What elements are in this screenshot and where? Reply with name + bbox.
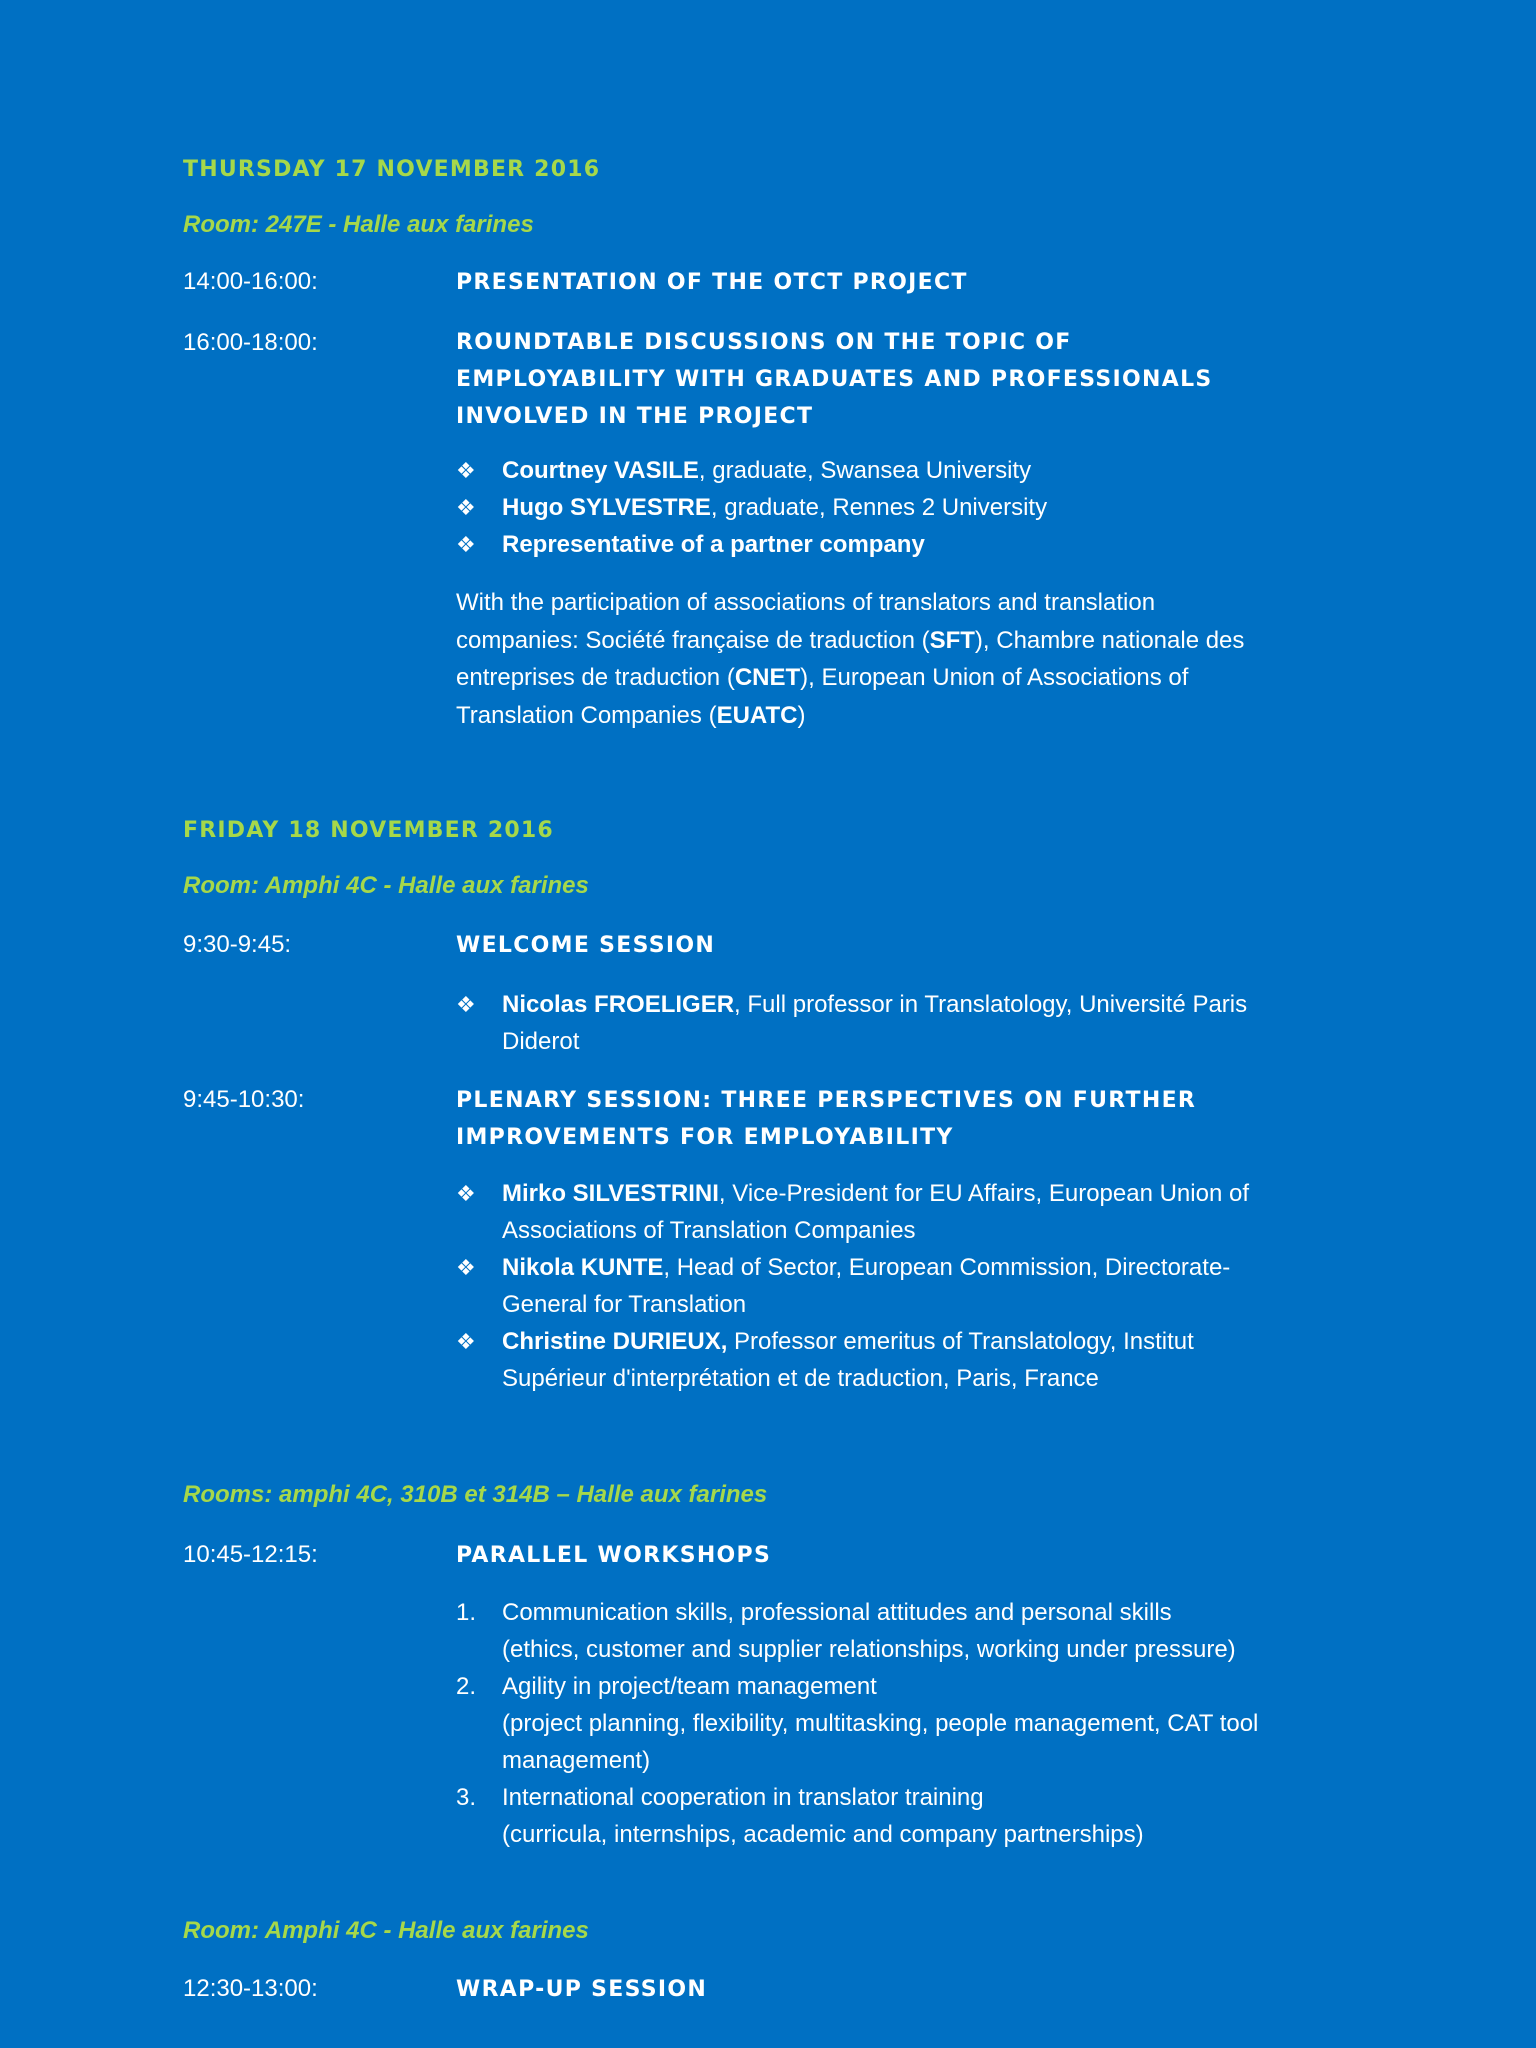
- day-heading-friday: FRIDAY 18 NOVEMBER 2016: [183, 818, 554, 843]
- paragraph-text: ), European Union of Associations of: [800, 664, 1189, 691]
- title-line: ROUNDTABLE DISCUSSIONS ON THE TOPIC OF: [456, 330, 1072, 355]
- title-line: IMPROVEMENTS FOR EMPLOYABILITY: [456, 1125, 954, 1150]
- speaker-list-welcome: [456, 986, 1336, 1060]
- workshop-list: [456, 1594, 1336, 1853]
- speaker-description: , Head of Sector, European Commission, Directorate-: [663, 1254, 1231, 1281]
- session-title-presentation: PRESENTATION OF THE OTCT PROJECT: [456, 270, 968, 295]
- session-time: 16:00-18:00:: [183, 329, 318, 356]
- session-time: 10:45-12:15:: [183, 1541, 318, 1568]
- session-time: 12:30-13:00:: [183, 1975, 318, 2002]
- room-label-friday: Room: Amphi 4C - Halle aux farines: [183, 872, 589, 899]
- session-time: 14:00-16:00:: [183, 268, 318, 295]
- workshop-line: (curricula, internships, academic and company partnerships): [502, 1821, 1144, 1848]
- diamond-bullet-icon: ❖: [456, 992, 476, 1017]
- speaker-description: , graduate, Swansea University: [698, 457, 1032, 484]
- session-time: 9:30-9:45:: [183, 931, 292, 958]
- speaker-description: Supérieur d'interprétation et de traduction, Paris, France: [502, 1365, 1099, 1392]
- workshop-line: (project planning, flexibility, multitasking, people management, CAT tool: [502, 1710, 1259, 1737]
- paragraph-text: entreprises de traduction (: [456, 664, 735, 691]
- diamond-bullet-icon: ❖: [456, 532, 476, 557]
- diamond-bullet-icon: ❖: [456, 1255, 476, 1280]
- day-heading-thursday: THURSDAY 17 NOVEMBER 2016: [183, 157, 601, 182]
- speaker-name: Nicolas FROELIGER: [502, 991, 735, 1018]
- room-label-wrapup: Room: Amphi 4C - Halle aux farines: [183, 1917, 589, 1944]
- diamond-bullet-icon: ❖: [456, 495, 476, 520]
- workshop-line: (ethics, customer and supplier relationships, working under pressure): [502, 1636, 1236, 1663]
- speaker-description: , Full professor in Translatology, Université Paris: [734, 991, 1248, 1018]
- speaker-list-roundtable: [456, 452, 1336, 563]
- list-item: [456, 526, 1336, 563]
- workshop-line: International cooperation in translator training: [502, 1784, 984, 1811]
- list-item: [456, 489, 1336, 526]
- session-title-wrapup: WRAP-UP SESSION: [456, 1977, 708, 2002]
- speaker-name: Nikola KUNTE: [502, 1254, 664, 1281]
- list-item: [456, 1779, 1336, 1853]
- item-number: 2.: [456, 1673, 477, 1700]
- diamond-bullet-icon: ❖: [456, 1181, 476, 1206]
- paragraph-line: [456, 659, 1336, 697]
- session-title-plenary: [456, 1082, 1336, 1156]
- program-page: [183, 0, 1363, 2048]
- diamond-bullet-icon: ❖: [456, 1329, 476, 1354]
- diamond-bullet-icon: ❖: [456, 458, 476, 483]
- workshop-line: Communication skills, professional attitudes and personal skills: [502, 1599, 1172, 1626]
- list-item: [456, 1175, 1336, 1249]
- acronym-sft: SFT: [929, 626, 975, 654]
- speaker-name: Hugo SYLVESTRE: [502, 494, 711, 521]
- room-label-thursday: Room: 247E - Halle aux farines: [183, 211, 534, 238]
- item-number: 3.: [456, 1784, 477, 1811]
- participation-paragraph: [456, 584, 1336, 734]
- speaker-name: Mirko SILVESTRINI: [502, 1180, 719, 1207]
- paragraph-line: [456, 622, 1336, 660]
- paragraph-text: ): [797, 701, 806, 729]
- speaker-description: , graduate, Rennes 2 University: [710, 494, 1048, 521]
- paragraph-text: ), Chambre nationale des: [974, 626, 1245, 654]
- title-line: PLENARY SESSION: THREE PERSPECTIVES ON FURTHER: [456, 1088, 1197, 1113]
- list-item: [456, 1249, 1336, 1323]
- speaker-description: , Vice-President for EU Affairs, European Union of: [718, 1180, 1249, 1207]
- speaker-description: Professor emeritus of Translatology, Institut: [727, 1328, 1194, 1355]
- speaker-name: Christine DURIEUX,: [502, 1328, 728, 1355]
- paragraph-text: companies: Société française de traduction (: [456, 626, 930, 654]
- session-title-roundtable: [456, 324, 1336, 435]
- item-number: 1.: [456, 1599, 477, 1626]
- session-time: 9:45-10:30:: [183, 1086, 305, 1113]
- speaker-name: Representative of a partner company: [502, 531, 925, 558]
- acronym-cnet: CNET: [734, 664, 801, 691]
- acronym-euatc: EUATC: [716, 701, 798, 729]
- speaker-description: Diderot: [502, 1028, 580, 1055]
- speaker-description: Associations of Translation Companies: [502, 1217, 916, 1244]
- speaker-list-plenary: [456, 1175, 1336, 1397]
- paragraph-line: [456, 697, 1336, 735]
- list-item: [456, 1594, 1336, 1668]
- list-item: [456, 1668, 1336, 1779]
- speaker-name: Courtney VASILE: [502, 457, 699, 484]
- workshop-line: Agility in project/team management: [502, 1673, 877, 1700]
- room-label-workshops: Rooms: amphi 4C, 310B et 314B – Halle aux farines: [183, 1481, 768, 1508]
- list-item: [456, 452, 1336, 489]
- title-line: INVOLVED IN THE PROJECT: [456, 404, 814, 429]
- list-item: [456, 986, 1336, 1060]
- paragraph-line: With the participation of associations of translators and translation: [456, 589, 1156, 616]
- workshop-line: management): [502, 1747, 651, 1774]
- session-title-workshops: PARALLEL WORKSHOPS: [456, 1543, 772, 1568]
- session-title-welcome: WELCOME SESSION: [456, 933, 716, 958]
- speaker-description: General for Translation: [502, 1291, 747, 1318]
- list-item: [456, 1323, 1336, 1397]
- title-line: EMPLOYABILITY WITH GRADUATES AND PROFESSIONALS: [456, 367, 1213, 392]
- paragraph-text: Translation Companies (: [456, 701, 717, 729]
